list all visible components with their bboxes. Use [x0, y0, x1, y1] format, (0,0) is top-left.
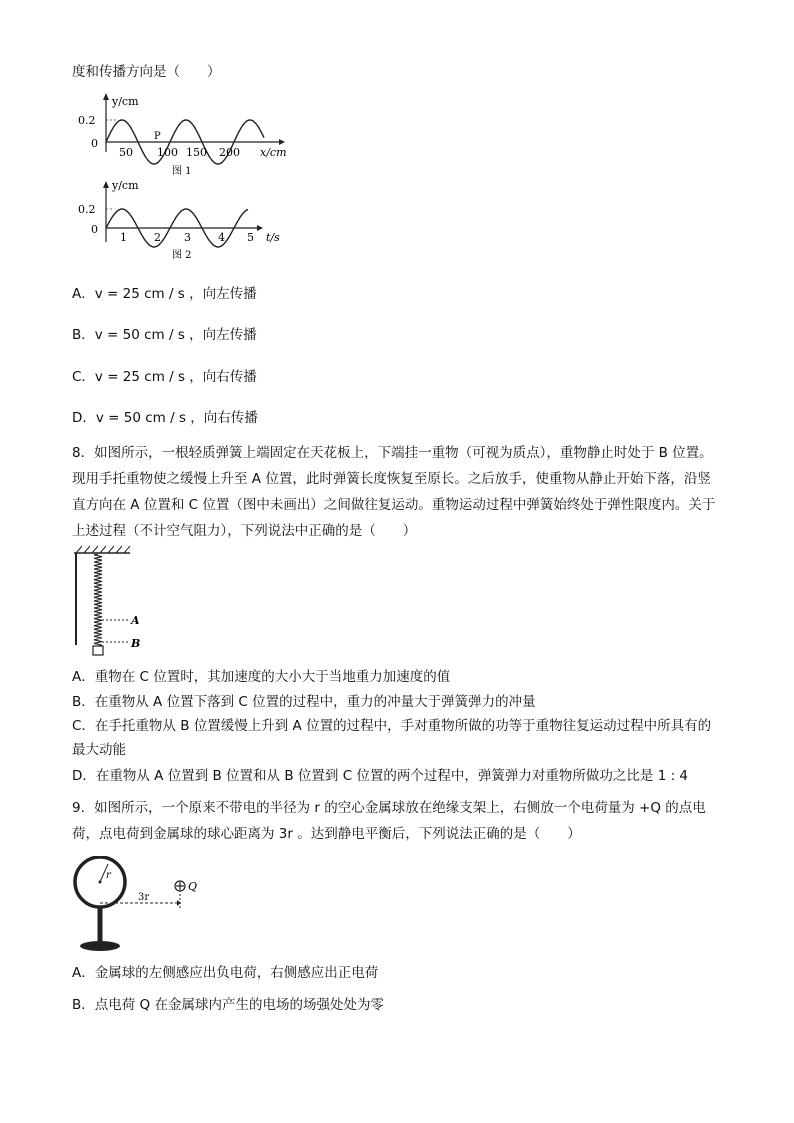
- q7-fig1-tick-100: 100: [157, 146, 178, 159]
- ceiling-hatching: [76, 546, 130, 553]
- weight-block: [93, 646, 103, 655]
- q7-wave-figures: [74, 90, 304, 262]
- q7-option-d: D．v = 50 cm / s ，向右传播: [72, 410, 258, 426]
- q8-label-b: B: [131, 637, 141, 650]
- q7-fig2-tick-1: 1: [120, 231, 127, 244]
- q8-option-a: A．重物在 C 位置时，其加速度的大小大于当地重力加速度的值: [72, 669, 451, 685]
- q8-spring-figure: [72, 545, 162, 657]
- q7-fig2-xlabel: t/s: [266, 231, 280, 244]
- q9-option-b: B．点电荷 Q 在金属球内产生的电场的场强处处为零: [72, 997, 384, 1013]
- q7-fig2-tick-2: 2: [154, 231, 161, 244]
- q7-fig1-point-p: P: [154, 131, 161, 142]
- q7-figure-1: [78, 93, 287, 177]
- q7-fig1-xlabel: x/cm: [260, 146, 287, 159]
- q7-fig2-tick-5: 5: [247, 231, 254, 244]
- q8-option-b: B．在重物从 A 位置下落到 C 位置的过程中，重力的冲量大于弹簧弹力的冲量: [72, 694, 536, 710]
- q7-fig2-origin: 0: [91, 223, 98, 236]
- q7-fig2-tick-4: 4: [218, 231, 225, 244]
- q9-label-3r: 3r: [138, 892, 150, 903]
- stand-base: [80, 941, 120, 951]
- q7-option-c: C．v = 25 cm / s ，向右传播: [72, 369, 257, 385]
- q7-fig1-ytick: 0.2: [78, 114, 96, 127]
- q7-fig1-origin: 0: [91, 137, 98, 150]
- q7-fig1-ylabel: y/cm: [112, 95, 139, 108]
- q7-fig1-tick-150: 150: [186, 146, 207, 159]
- q8-option-d: D．在重物从 A 位置到 B 位置和从 B 位置到 C 位置的两个过程中，弹簧弹力对重物所做功之比是 1 : 4: [72, 768, 689, 784]
- q7-figure-2: [78, 179, 280, 261]
- q7-option-b: B．v = 50 cm / s ，向左传播: [72, 327, 257, 343]
- q7-fig1-tick-50: 50: [119, 146, 133, 159]
- spring-coil: [94, 554, 102, 646]
- q9-label-r: r: [106, 870, 111, 881]
- q7-fig2-tick-3: 3: [184, 231, 191, 244]
- q7-fig2-ylabel: y/cm: [112, 179, 139, 192]
- q9-sphere-figure: [72, 856, 212, 956]
- q9-stem: 9．如图所示，一个原来不带电的半径为 r 的空心金属球放在绝缘支架上，右侧放一个电荷量为 +Q 的点电荷，点电荷到金属球的球心距离为 3r 。达到静电平衡后，下列说法正确的是（ ）: [72, 800, 706, 842]
- q7-option-a: A．v = 25 cm / s ，向左传播: [72, 286, 257, 302]
- q7-fig2-ytick: 0.2: [78, 203, 96, 216]
- q8-stem: 8．如图所示，一根轻质弹簧上端固定在天花板上，下端挂一重物（可视为质点），重物静止时处于 B 位置。现用手托重物使之缓慢上升至 A 位置，此时弹簧长度恢复至原长。之后放手，使重物从静止开始下落，沿竖直方向在 A 位置和 C 位置（图中未画出）之间做往复运动。重物运动过程中弹簧始终处于弹性限度内。关于上述过程（不计空气阻力），下列说法中正确的是（ ）: [72, 445, 716, 539]
- q9-label-q: Q: [188, 880, 198, 893]
- q7-fig2-caption: 图 2: [172, 250, 192, 261]
- q7-fig1-caption: 图 1: [172, 166, 192, 177]
- q9-option-a: A．金属球的左侧感应出负电荷，右侧感应出正电荷: [72, 965, 379, 981]
- q8-label-a: A: [131, 614, 140, 627]
- q8-option-c: C．在手托重物从 B 位置缓慢上升到 A 位置的过程中，手对重物所做的功等于重物往复运动过程中所具有的最大动能: [72, 718, 712, 758]
- q7-stem-tail: 度和传播方向是（ ）: [72, 64, 221, 80]
- q7-fig1-tick-200: 200: [219, 146, 240, 159]
